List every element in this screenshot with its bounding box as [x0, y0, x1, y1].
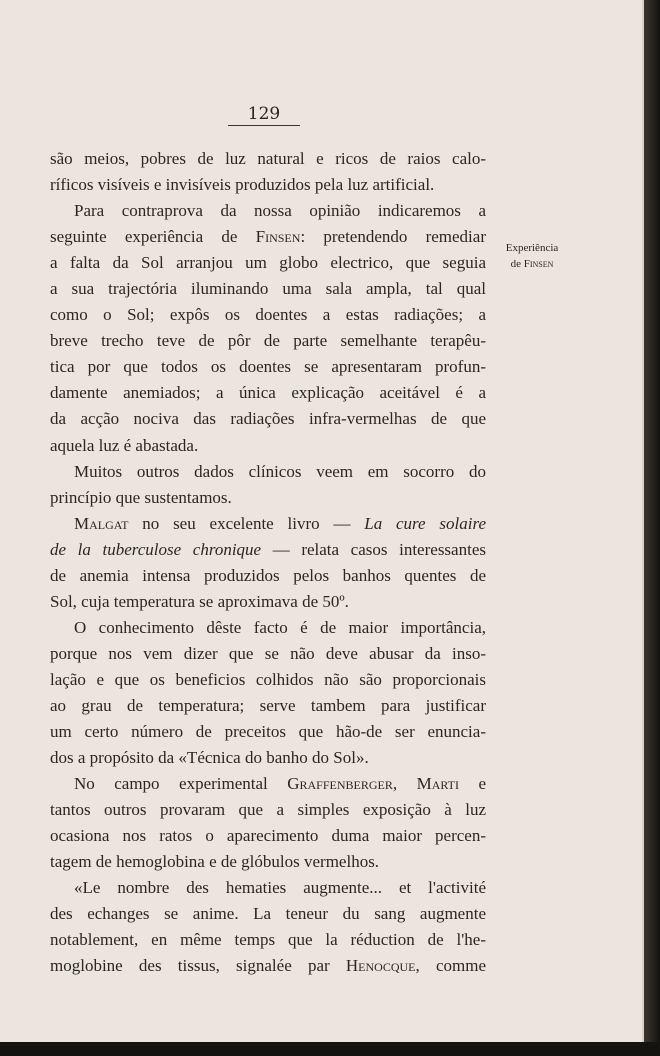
- text-line: damente anemiados; a única explicação aceitável é a: [50, 383, 486, 403]
- author-name: Finsen: [523, 258, 554, 270]
- page-edge: [644, 0, 660, 1056]
- book-title: La cure solaire: [364, 513, 486, 533]
- text-line: breve trecho teve de pôr de parte semelhante terapêu-: [50, 331, 486, 351]
- text-line: a sua trajectória iluminando uma sala ampla, tal qual: [50, 279, 486, 299]
- body-text: [50, 146, 486, 980]
- text-line: notablement, en même temps que la réduction de l'he-: [50, 930, 486, 950]
- text-line: Malgat no seu excelente livro — La cure solaire: [74, 513, 486, 533]
- text-line: No campo experimental Graffenberger, Marti e: [74, 774, 487, 794]
- text-line: O conhecimento dêste facto é de maior importância,: [74, 617, 486, 637]
- text-line: Sol, cuja temperatura se aproximava de 50º.: [50, 591, 349, 611]
- text-line: de anemia intensa produzidos pelos banhos quentes de: [50, 565, 486, 585]
- text-line: princípio que sustentamos.: [50, 487, 232, 507]
- text-line: des echanges se anime. La teneur du sang augmente: [50, 904, 486, 924]
- author-name: Marti: [416, 774, 459, 794]
- text-line: tagem de hemoglobina e de glóbulos vermelhos.: [50, 852, 380, 872]
- text-line: aquela luz é abastada.: [50, 435, 199, 455]
- text-line: Muitos outros dados clínicos veem em socorro do: [74, 461, 486, 481]
- text-line: «Le nombre des hematies augmente... et l'activité: [74, 878, 486, 898]
- text-line: tantos outros provaram que a simples exposição à luz: [50, 800, 486, 820]
- text-line: da acção nociva das radiações infra-vermelhas de que: [50, 409, 486, 429]
- text-line: dos a propósito da «Técnica do banho do Sol».: [50, 748, 369, 768]
- margin-note: [496, 240, 568, 272]
- author-name: Malgat: [74, 513, 129, 533]
- margin-note-line: Experiência: [505, 242, 559, 254]
- text-line: porque nos vem dizer que se não deve abusar da inso-: [50, 643, 486, 663]
- text-line: lação e que os beneficios colhidos não são proporcionais: [50, 669, 486, 689]
- page-bottom-edge: [0, 1042, 660, 1056]
- text-line: seguinte experiência de Finsen: pretendendo remediar: [50, 227, 486, 247]
- text-line: ríficos visíveis e invisíveis produzidos pela luz artificial.: [50, 175, 435, 195]
- text-line: são meios, pobres de luz natural e ricos de raios calo-: [50, 149, 486, 168]
- text-line: tica por que todos os doentes se apresentaram profun-: [50, 357, 486, 377]
- author-name: Henocque: [345, 956, 416, 976]
- text-line: ocasiona nos ratos o aparecimento duma maior percen-: [50, 826, 486, 846]
- text-line: Para contraprova da nossa opinião indicaremos a: [74, 201, 486, 221]
- margin-note-line: de Finsen: [510, 258, 554, 270]
- page-number: 129: [228, 104, 300, 126]
- text-line: um certo número de preceitos que hão-de ser enuncia-: [50, 722, 486, 742]
- author-name: Finsen: [255, 227, 301, 247]
- text-line: moglobine des tissus, signalée par Henocque, comme: [50, 956, 486, 976]
- text-line: ao grau de temperatura; serve tambem para justificar: [50, 695, 486, 715]
- book-title: de la tuberculose chronique: [50, 539, 262, 559]
- text-line: a falta da Sol arranjou um globo electrico, que seguia: [50, 253, 486, 273]
- author-name: Graffenberger: [287, 774, 393, 794]
- text-line: de la tuberculose chronique — relata casos interessantes: [50, 539, 486, 559]
- text-line: como o Sol; expôs os doentes a estas radiações; a: [50, 305, 486, 325]
